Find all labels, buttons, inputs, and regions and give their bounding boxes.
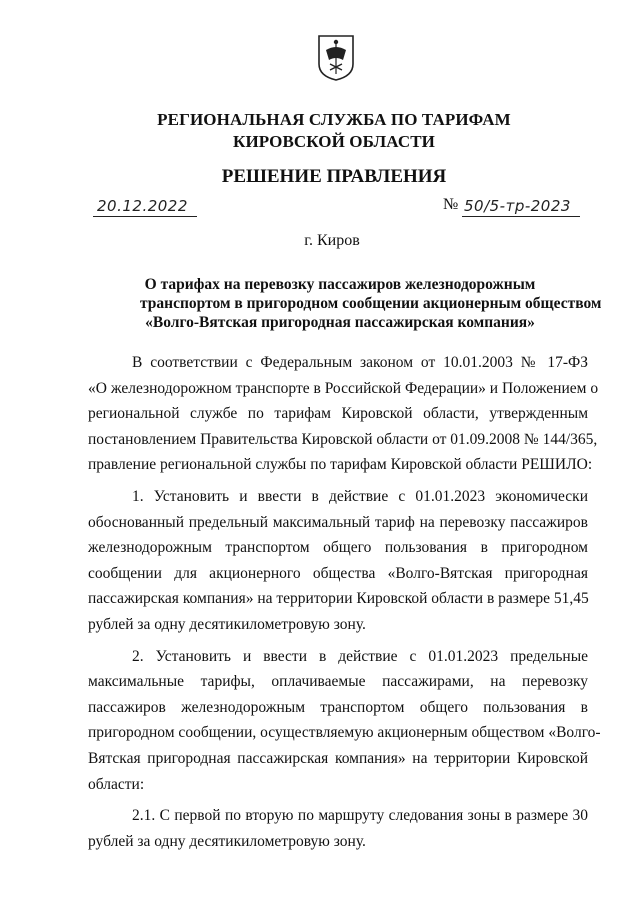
city-label: г. Киров xyxy=(304,232,360,249)
subject-line: «Волго-Вятская пригородная пассажирская компания» xyxy=(145,314,535,331)
body-line: постановлением Правительства Кировской области от 01.09.2008 № 144/365, xyxy=(88,430,598,448)
body-line: сообщении для акционерного общества «Волго-Вятская пригородная xyxy=(88,564,588,582)
body-line: рублей за одну десятикилометровую зону. xyxy=(88,615,366,633)
body-line: железнодорожным транспортом общего пользования в пригородном xyxy=(88,539,588,557)
handwritten-number: 50/5-тр-2023 xyxy=(464,197,571,215)
body-line: В соответствии с Федеральным законом от 10.01.2003 № 17-ФЗ xyxy=(132,354,588,371)
body-line: региональной службе по тарифам Кировской области, утвержденным xyxy=(88,405,588,423)
body-line: пассажиров железнодорожным транспортом общего пользования в xyxy=(88,698,588,716)
body-line: Вятская пригородная пассажирская компания» на территории Кировской xyxy=(88,749,588,767)
body-line: 2.1. С первой по вторую по маршруту следования зоны в размере 30 xyxy=(132,807,588,825)
organization-name-line2: КИРОВСКОЙ ОБЛАСТИ xyxy=(233,132,435,151)
date-field xyxy=(93,196,197,217)
handwritten-date: 20.12.2022 xyxy=(97,197,188,215)
body-line: правление региональной службы по тарифам Кировской области РЕШИЛО: xyxy=(88,456,593,474)
number-field xyxy=(462,196,580,217)
body-line: 1. Установить и ввести в действие с 01.01.2023 экономически xyxy=(132,487,588,505)
body-line: пассажирская компания» на территории Кировской области в размере 51,45 xyxy=(88,590,589,608)
body-line: «О железнодорожном транспорте в Российской Федерации» и Положением о xyxy=(88,379,599,397)
subject-line: О тарифах на перевозку пассажиров железнодорожным xyxy=(144,276,536,293)
body-line: обоснованный предельный максимальный тариф на перевозку пассажиров xyxy=(88,513,588,531)
document-title: РЕШЕНИЕ ПРАВЛЕНИЯ xyxy=(221,166,447,187)
document-subject xyxy=(140,275,602,332)
number-sign: № xyxy=(443,196,459,213)
body-line: пригородном сообщении, осуществляемую акционерным обществом «Волго- xyxy=(88,724,601,742)
body-line: области: xyxy=(88,775,145,793)
organization-name-line1: РЕГИОНАЛЬНАЯ СЛУЖБА ПО ТАРИФАМ xyxy=(157,110,511,129)
body-line: 2. Установить и ввести в действие с 01.01.2023 предельные xyxy=(132,647,588,665)
body-line: максимальные тарифы, оплачиваемые пассажирами, на перевозку xyxy=(88,673,588,691)
document-body xyxy=(88,350,601,854)
coat-of-arms-icon xyxy=(316,34,356,82)
subject-line: транспортом в пригородном сообщении акционерным обществом xyxy=(140,295,602,312)
body-line: рублей за одну десятикилометровую зону. xyxy=(88,832,366,850)
